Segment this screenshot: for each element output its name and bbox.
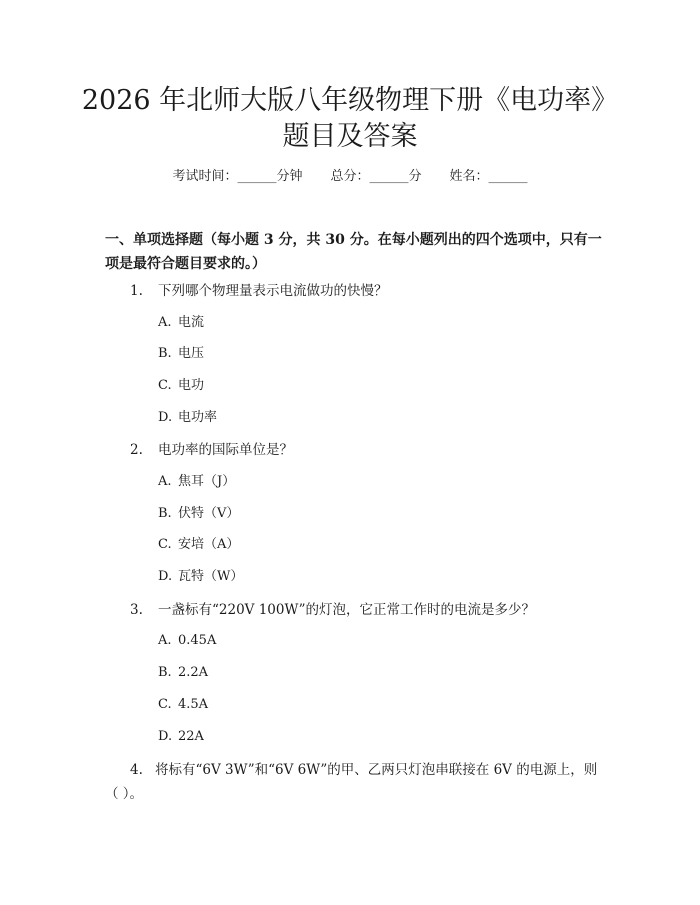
option-text: 2.2A xyxy=(178,665,209,680)
option-1c xyxy=(158,375,204,397)
option-text: 伏特（V） xyxy=(178,506,240,521)
option-letter: B. xyxy=(158,506,172,521)
option-text: 电功率 xyxy=(178,410,218,425)
option-text: 22A xyxy=(178,729,204,744)
option-1d xyxy=(158,407,217,429)
option-2d xyxy=(158,566,243,588)
document-title: 2026 年北师大版八年级物理下册《电功率》 xyxy=(81,85,619,116)
option-text: 0.45A xyxy=(178,633,217,648)
option-text: 电流 xyxy=(178,315,205,330)
question-4 xyxy=(105,758,600,806)
exam-meta xyxy=(0,167,700,187)
option-text: 瓦特（W） xyxy=(178,569,244,584)
exam-time: 考试时间：______分钟 xyxy=(172,169,303,184)
option-letter: A. xyxy=(158,474,172,489)
option-letter: C. xyxy=(158,537,172,552)
question-1 xyxy=(130,279,388,303)
option-3c xyxy=(158,694,208,716)
option-2b xyxy=(158,503,239,525)
option-1a xyxy=(158,312,204,334)
question-number: 2. xyxy=(130,442,143,458)
option-3a xyxy=(158,630,216,652)
option-text: 电功 xyxy=(178,378,205,393)
option-text: 电压 xyxy=(178,346,205,361)
option-text: 安培（A） xyxy=(178,537,240,552)
question-2 xyxy=(130,438,293,462)
question-text: 一盏标有“220V 100W”的灯泡，它正常工作时的电流是多少？ xyxy=(158,602,536,618)
question-number: 3. xyxy=(130,602,143,618)
option-1b xyxy=(158,343,204,365)
question-text: 下列哪个物理量表示电流做功的快慢？ xyxy=(158,283,388,299)
option-3b xyxy=(158,662,208,684)
option-letter: D. xyxy=(158,569,173,584)
option-letter: D. xyxy=(158,729,173,744)
question-number: 4. xyxy=(130,762,143,778)
question-text: 将标有“6V 3W”和“6V 6W”的甲、乙两只灯泡串联接在 6V 的电源上，则（ ）。 xyxy=(105,762,598,802)
exam-name: 姓名：______ xyxy=(449,169,528,184)
exam-score: 总分：______分 xyxy=(330,169,422,184)
option-letter: C. xyxy=(158,697,172,712)
option-3d xyxy=(158,726,204,748)
option-letter: D. xyxy=(158,410,173,425)
option-letter: B. xyxy=(158,346,172,361)
question-3 xyxy=(130,598,535,622)
option-letter: C. xyxy=(158,378,172,393)
option-2a xyxy=(158,471,235,493)
section-heading: 一、单项选择题（每小题 3 分，共 30 分。在每小题列出的四个选项中，只有一项是最符合题目要求的。） xyxy=(105,232,602,272)
option-text: 4.5A xyxy=(178,697,209,712)
option-text: 焦耳（J） xyxy=(178,474,236,489)
option-letter: B. xyxy=(158,665,172,680)
option-2c xyxy=(158,534,239,556)
option-letter: A. xyxy=(158,633,172,648)
question-text: 电功率的国际单位是？ xyxy=(158,442,293,458)
question-number: 1. xyxy=(130,283,143,299)
document-title-line2: 题目及答案 xyxy=(282,121,418,152)
option-letter: A. xyxy=(158,315,172,330)
